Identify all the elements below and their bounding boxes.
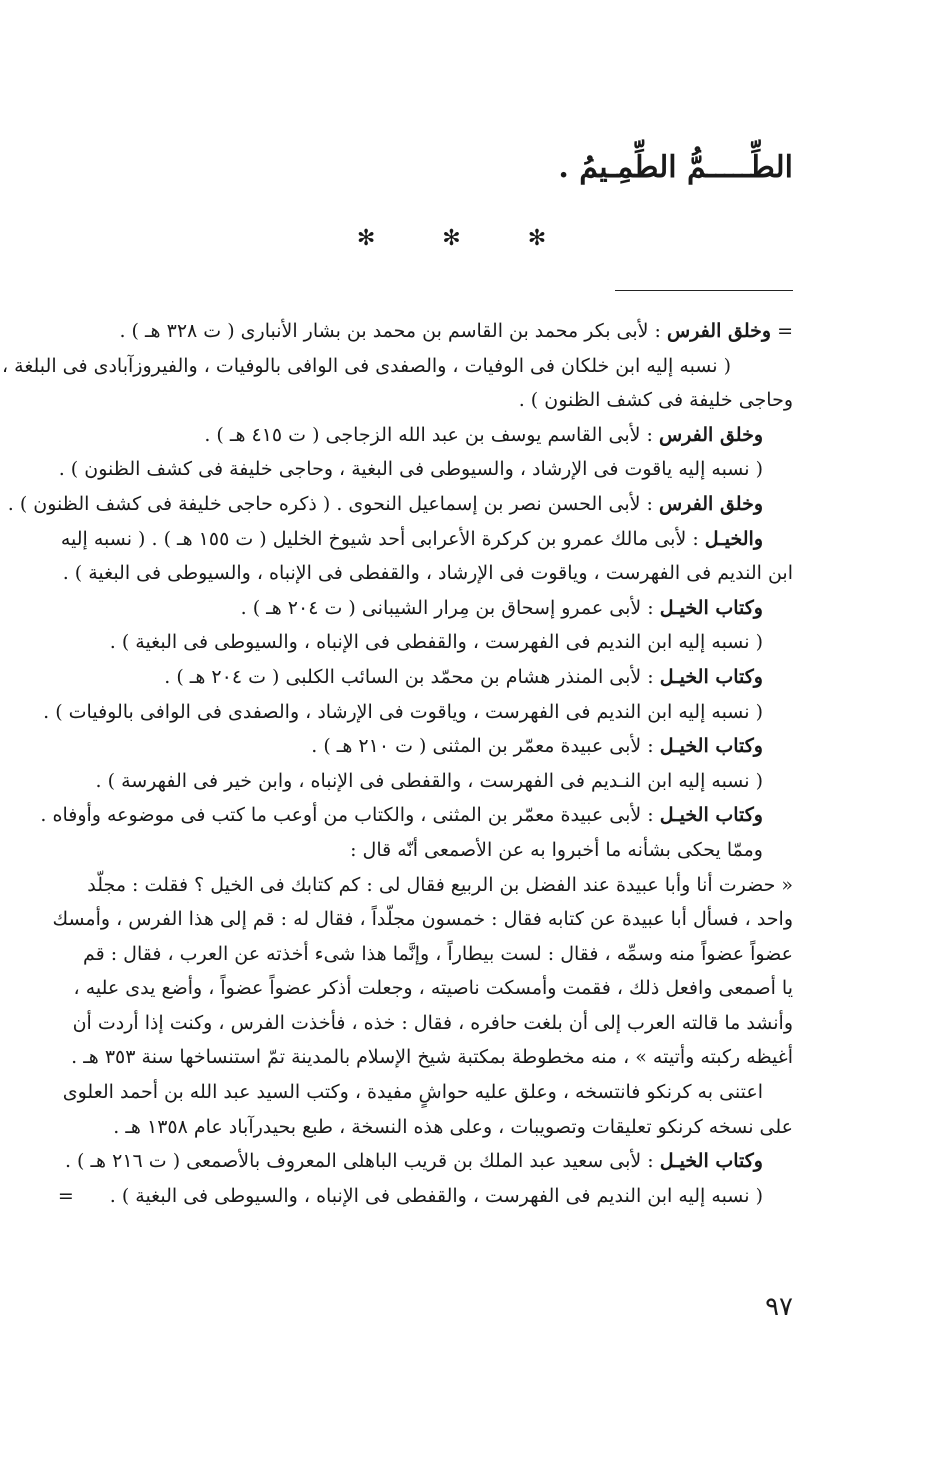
note-line: ( نسبه إليه ابن النديم فى الفهرست ، والقفطى فى الإنباه ، والسيوطى فى البغية ) .=	[57, 1184, 763, 1207]
quote-line: عضواً عضواً منه وسمِّه ، فقال : لست بيطاراً ، وإنَّما هذا شىء أخذته عن العرب ، فقال : قم	[82, 942, 793, 965]
footnotes-block	[1, 314, 793, 1213]
note-line: والخيـل : لأبى مالك عمرو بن كركرة الأعرابى أحد شيوخ الخليل ( ت ١٥٥ هـ ) . ( نسبه إليه	[60, 527, 763, 550]
quote-line: وأنشد ما قالته العرب إلى أن بلغت حافره ، فقال : خذه ، فأخذت الفرس ، وكنت إذا أردت أن	[72, 1011, 793, 1034]
page-title: الطِّـــــمُّ الطِّمِـيمُ .	[558, 150, 793, 185]
note-line: ( نسبه إليه ياقوت فى الإرشاد ، والسيوطى فى البغية ، وحاجى خليفة فى كشف الظنون ) .	[58, 458, 763, 481]
note-line: وممّا يحكى بشأنه ما أخبروا به عن الأصمعى أنّه قال :	[350, 838, 763, 861]
quote-line: « حضرت أنا وأبا عبيدة عند الفضل بن الربيع فقال لى : كم كتابك فى الخيل ؟ فقلت : مجلّد	[87, 873, 793, 896]
quote-line: أغيظه ركبته وأتيته » ، منه مخطوطة بمكتبة شيخ الإسلام بالمدينة تمّ استنساخها سنة ٣٥٣ هـ .	[71, 1046, 793, 1069]
asterism-ornament: ✻ ✻ ✻	[356, 226, 577, 251]
note-line: وكتاب الخيـل : لأبى سعيد عبد الملك بن قريب الباهلى المعروف بالأصمعى ( ت ٢١٦ هـ ) .	[64, 1150, 763, 1173]
note-line: وخلق الفرس : لأبى الحسن نصر بن إسماعيل النحوى . ( ذكره حاجى خليفة فى كشف الظنون ) .	[7, 492, 763, 515]
note-line: على نسخه كرنكو تعليقات وتصويبات ، وعلى هذه النسخة ، طبع بحيدرآباد عام ١٣٥٨ هـ .	[113, 1115, 793, 1138]
note-line: ( نسبه إليه ابن خلكان فى الوفيات ، والصفدى فى الوافى بالوفيات ، والفيروزآبادى فى البلغة ،	[1, 354, 731, 377]
note-line: وكتاب الخيـل : لأبى المنذر هشام بن محمّد بن السائب الكلبى ( ت ٢٠٤ هـ ) .	[164, 665, 763, 688]
page-number: ٩٧	[765, 1292, 793, 1322]
quote-line: واحد ، فسأل أبا عبيدة عن كتابه فقال : خمسون مجلّداً ، فقال له : قم إلى هذا الفرس ، وأمسك	[52, 908, 793, 931]
note-line: = وخلق الفرس : لأبى بكر محمد بن القاسم بن محمد بن بشار الأنبارى ( ت ٣٢٨ هـ ) .	[119, 320, 793, 342]
note-line: وكتاب الخيـل : لأبى عبيدة معمّر بن المثنى ، والكتاب من أوعب ما كتب فى موضوعه وأوفاه .	[40, 804, 763, 827]
note-line: وحاجى خليفة فى كشف الظنون ) .	[518, 389, 793, 412]
note-line: ( نسبه إليه ابن النديم فى الفهرست ، وياقوت فى الإرشاد ، والصفدى فى الوافى بالوفيات ) .	[43, 700, 763, 723]
note-line: وكتاب الخيـل : لأبى عبيدة معمّر بن المثنى ( ت ٢١٠ هـ ) .	[311, 735, 763, 758]
continuation-mark: =	[57, 1184, 74, 1207]
note-line: ( نسبه إليه ابن النـديم فى الفهرست ، والقفطى فى الإنباه ، وابن خير فى الفهرسة ) .	[95, 769, 763, 792]
footnote-separator	[615, 290, 793, 291]
note-line: اعتنى به كرنكو فانتسخه ، وعلق عليه حواشٍ مفيدة ، وكتب السيد عبد الله بن أحمد العلوى	[62, 1081, 763, 1104]
note-line: وخلق الفرس : لأبى القاسم يوسف بن عبد الله الزجاجى ( ت ٤١٥ هـ ) .	[204, 423, 763, 446]
note-line: ابن النديم فى الفهرست ، وياقوت فى الإرشاد ، والقفطى فى الإنباه ، والسيوطى فى البغية ) .	[62, 562, 793, 585]
note-line: ( نسبه إليه ابن النديم فى الفهرست ، والقفطى فى الإنباه ، والسيوطى فى البغية ) .	[109, 631, 763, 654]
note-line: وكتاب الخيـل : لأبى عمرو إسحاق بن مِرار الشيبانى ( ت ٢٠٤ هـ ) .	[240, 596, 763, 619]
quote-line: يا أصمعى وافعل ذلك ، فقمت وأمسكت ناصيته ، وجعلت أذكر عضواً عضواً ، وأضع يدى عليه ،	[73, 977, 793, 1000]
